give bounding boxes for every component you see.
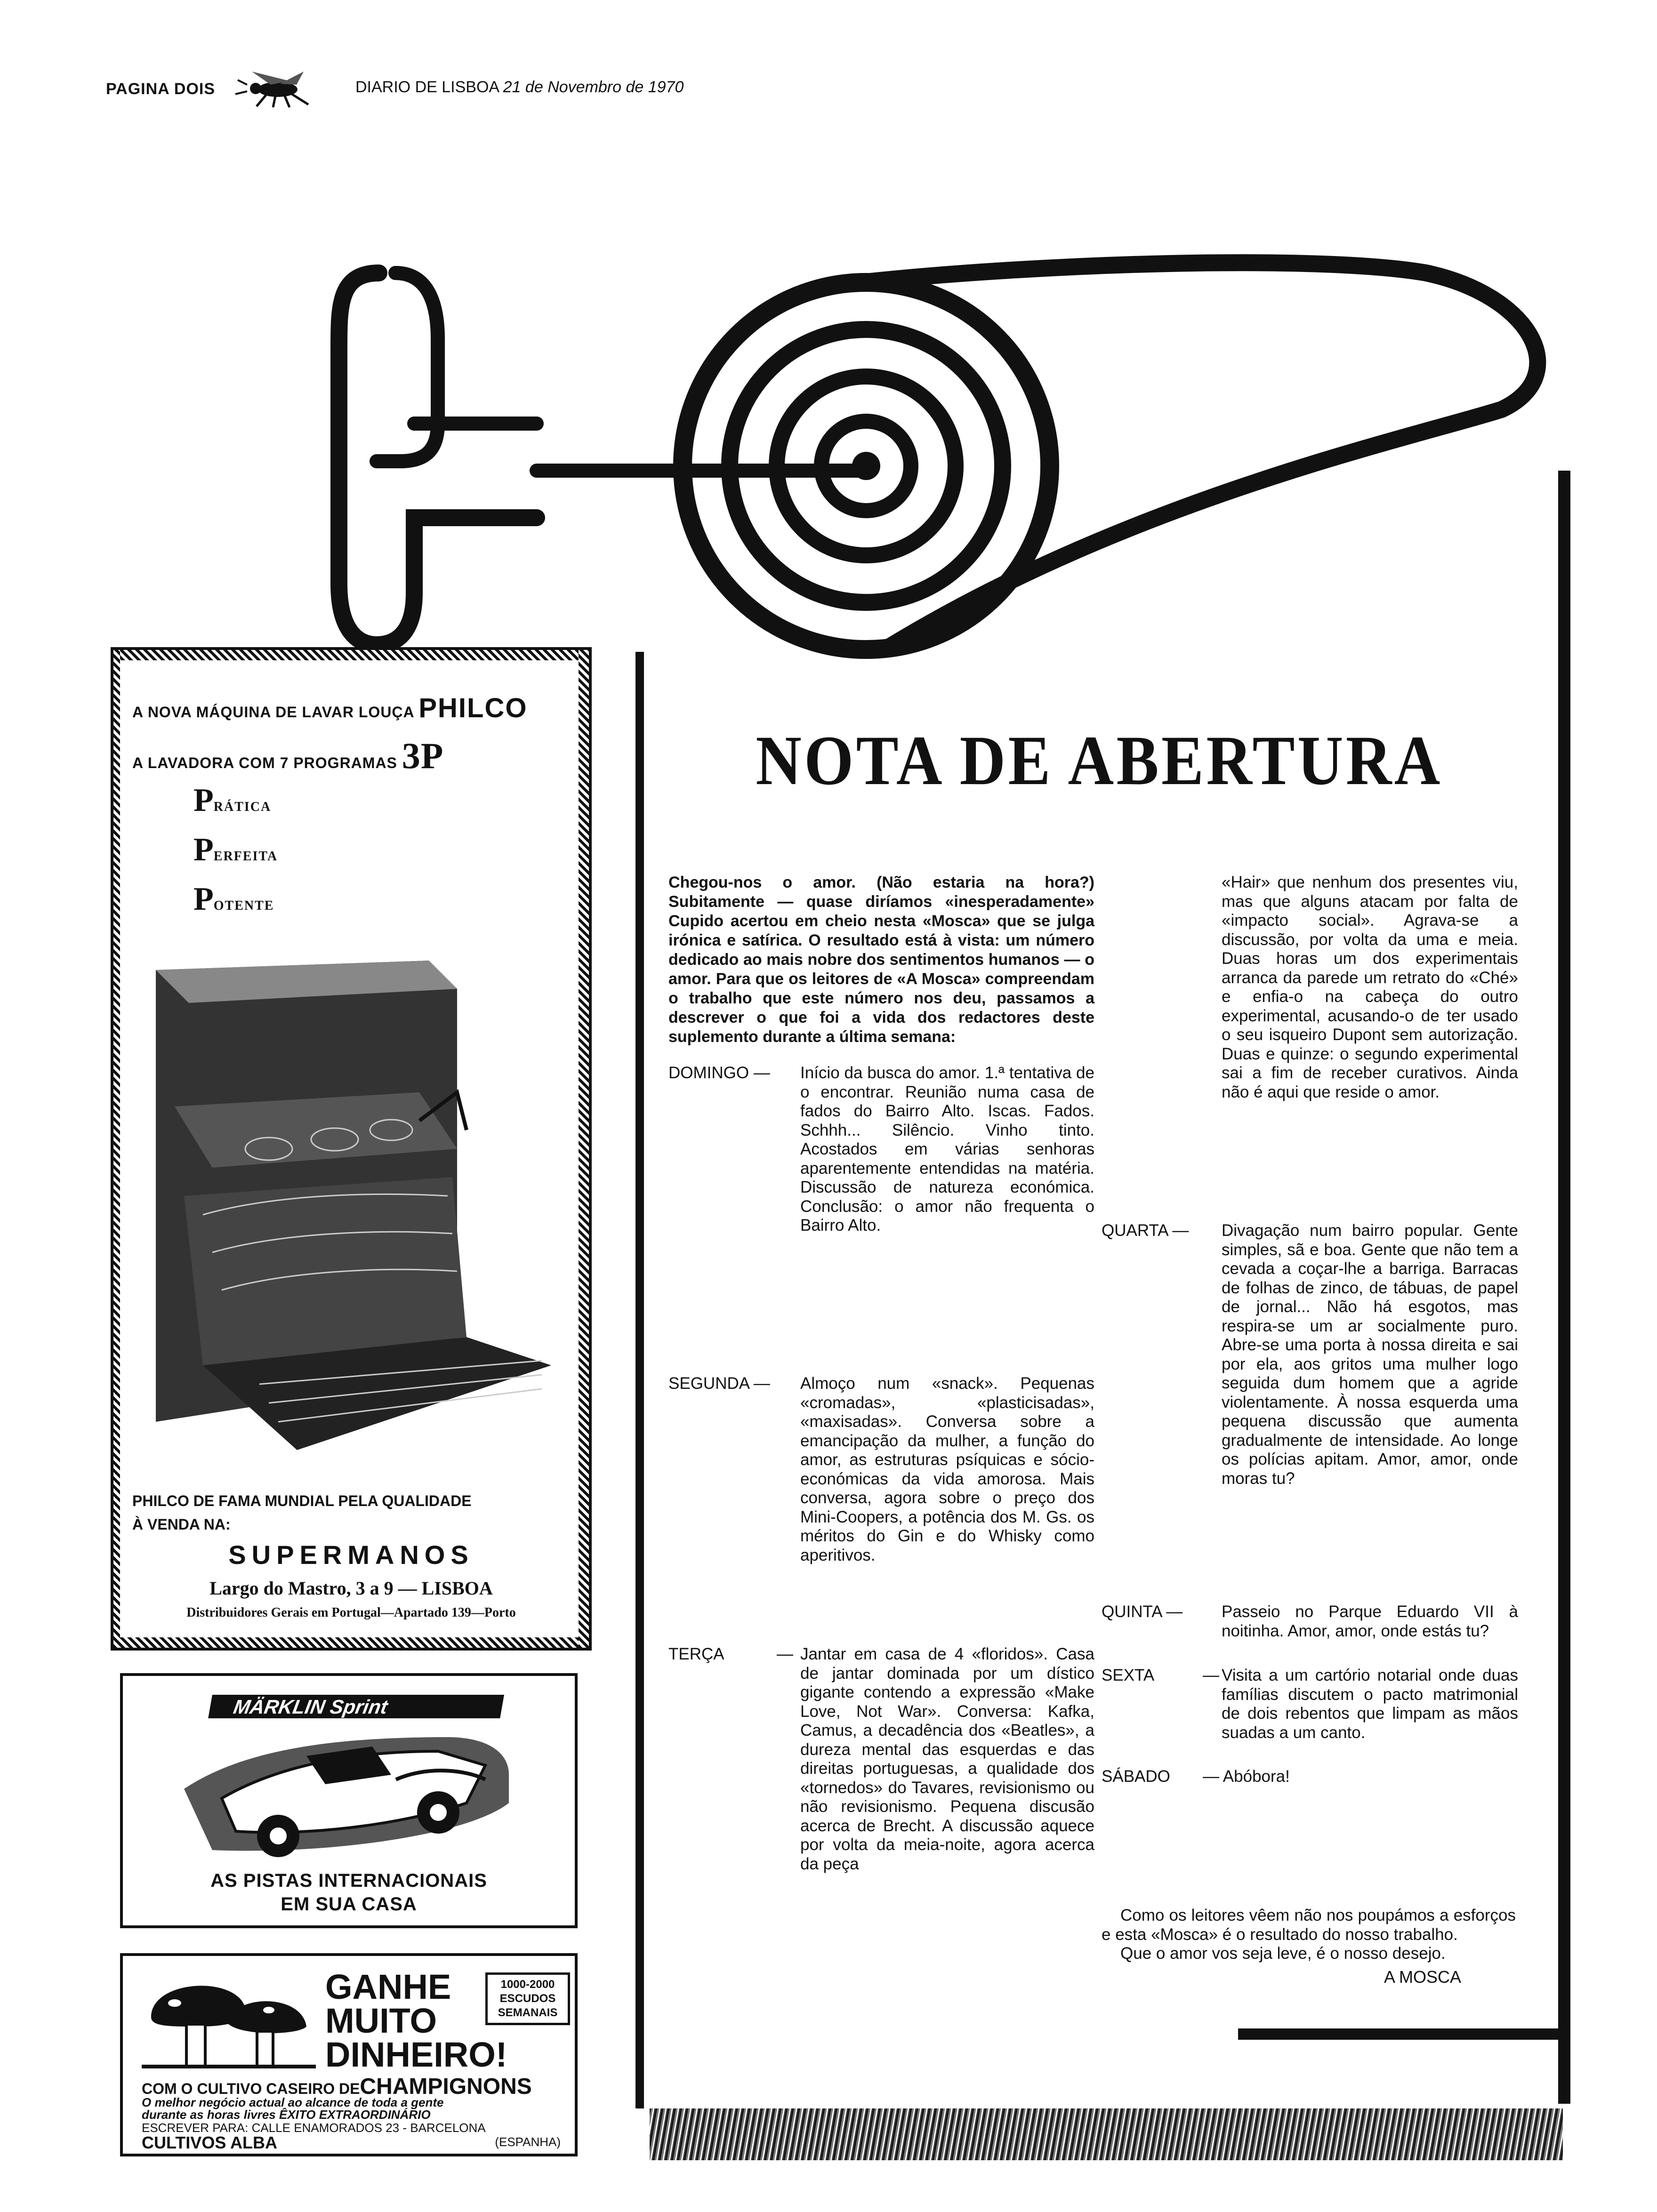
philco-brand: PHILCO [418,693,528,723]
ganhe-line1: GANHE [325,1967,451,2006]
bottom-texture-band [650,2108,1563,2160]
philco-subline [132,735,443,777]
philco-venda: À VENDA NA: [132,1516,231,1533]
checker-border-top [113,650,589,660]
article-signature: A MOSCA [1384,1967,1462,1987]
philco-store-address: Largo do Mastro, 3 a 9 — LISBOA [209,1578,493,1599]
checker-border-right [579,650,589,1648]
philco-model: 3P [402,735,444,776]
entry-segunda [668,1374,1094,1628]
marklin-logo: MÄRKLIN Sprint [232,1696,390,1718]
article-closing [1102,1906,1516,1964]
philco-headline [132,692,527,724]
cultivos-address: CALLE ENAMORADOS 23 - BARCELONA [251,2121,486,2135]
earnings-amount: 1000-2000 [500,1978,555,1991]
text-segunda: Almoço num «snack». Pequenas «cromadas», «plasticisadas», «maxisadas». Conversa sobre a emancipação da mulher, a função do amor, as estruturas psíquicas e sócio-económicas da vida amorosa. Mais conversa, agora sobre o preço dos Mini-Coopers, a potência dos M. Gs. os méritos do Gin e do Whisky como aperitivos. [800,1374,1094,1564]
issue-date: 21 de Novembro de 1970 [503,78,684,96]
closing-paragraph-1: Como os leitores vêem não nos poupámos a esforços e esta «Mosca» é o resultado do nosso trabalho. [1102,1906,1516,1944]
cupid-spiral-illustration [330,254,1577,678]
entry-quinta [1102,1603,1518,1664]
cultivos-line2b: durante as horas livres [142,2108,276,2122]
pratica-word [193,782,271,819]
entry-domingo [668,1064,1094,1299]
entry-sabado [1102,1767,1518,1791]
cultivos-line2 [142,2096,444,2121]
perfeita-initial: P [193,832,214,868]
marklin-caption-line1: AS PISTAS INTERNACIONAIS [210,1870,487,1891]
text-domingo: Início da busca do amor. 1.ª tentativa de o encontrar. Reunião numa casa de fados do Bairro Alto. Iscas. Fados. Schhh... Silêncio. Vinho tinto. Acostados em várias senhoras aparentemente entendidas na matéria. Discussão de natureza económica. Conclusão: o amor não frequenta o Bairro Alto. [800,1064,1094,1234]
entry-terca [668,1645,1094,1974]
entry-sexta [1102,1666,1518,1746]
potente-word [193,881,274,918]
cultivos-company: CULTIVOS ALBA [142,2133,277,2152]
dishwasher-photo [128,951,570,1478]
cultivos-line2c: ÊXITO EXTRAORDINÁRIO [279,2108,431,2122]
article-title: NOTA DE ABERTURA [756,721,1443,800]
potente-rest: OTENTE [213,898,274,913]
article-intro: Chegou-nos o amor. (Não estaria na hora?) Subitamente — quase diríamos «inesperadamente» Cupido acertou em cheio nesta «Mosca» que se julga irónica e satírica. O resultado está à vista: um número dedicado ao mais nobre dos sentimentos humanos — o amor. Para que os leitores de «A Mosca» compreendam o trabalho que este número nos deu, passamos a descrever o que foi a vida dos redactores deste suplemento durante a última semana: [668,874,1094,1046]
text-terca: Jantar em casa de 4 «floridos». Casa de jantar dominada por um dístico gigante contendo a expressão «Make Love, Not War». Conversa: Kafka, Camus, a decadência dos «Beatles», a dureza mental das esquerdas e das direitas portuguesas, a qualidade dos «tornedos» do Tavares, revisionismo ou não revisionismo. Pequena discusão acerca de Brecht. A discussão aquece por volta da meia-noite, agora acerca da peça [800,1645,1094,1873]
text-quarta: Divagação num bairro popular. Gente simples, sã e boa. Gente que não tem a cevada a coçar-lhe a barriga. Barracas de folhas de zinco, de tábuas, de papel de jornal... Não há esgotos, mas respira-se um ar socialmente puro. Abre-se uma porta à nossa direita e sai por ela, aos gritos uma mulher logo seguida dum homem que a agride violentamente. À nossa esquerda uma pequena discussão que aumenta gradualmente de intensidade. Ao longe os polícias apitam. Amor, amor, onde moras tu? [1222,1221,1518,1488]
cultivos-headline [325,1967,507,2074]
day-sabado: SÁBADO [1102,1767,1170,1786]
ganhe-line3: DINHEIRO! [325,2035,507,2074]
page-label: PAGINA DOIS [106,80,216,98]
cultivos-line2a: O melhor negócio actual ao alcance de toda a gente [142,2095,444,2109]
pratica-rest: RÁTICA [213,800,272,814]
philco-fame: PHILCO DE FAMA MUNDIAL PELA QUALIDADE [132,1492,472,1509]
perfeita-rest: ERFEITA [213,849,278,864]
fly-icon [233,71,322,108]
dash-sexta: — [1203,1666,1219,1684]
closing-paragraph-2: Que o amor vos seja leve, é o nosso desejo. [1120,1944,1446,1963]
dash-terca: — [777,1645,793,1663]
day-domingo: DOMINGO — [668,1064,770,1082]
earnings-period: SEMANAIS [498,2006,558,2019]
cultivos-line1-text: COM O CULTIVO CASEIRO DE [142,2080,360,2097]
philco-subline-text: A LAVADORA COM 7 PROGRAMAS [132,754,397,771]
earnings-unit: ESCUDOS [499,1992,556,2005]
champignons-word: CHAMPIGNONS [360,2074,532,2099]
day-sexta: SEXTA [1102,1666,1155,1684]
article-rule-left [635,652,644,2108]
article-rule-right [1558,471,1570,2104]
philco-ad [111,647,592,1651]
text-sexta: Visita a um cartório notarial onde duas famílias discutem o pacto matrimonial de dois rebentos que limpam as mãos suadas a um canto. [1222,1666,1518,1742]
day-quinta: QUINTA — [1102,1603,1183,1621]
perfeita-word [193,831,278,869]
article-rule-bottom [1238,2028,1558,2040]
checker-border-left [113,650,120,1648]
philco-headline-text: A NOVA MÁQUINA DE LAVAR LOUÇA [132,704,414,721]
mushroom-icon [142,1965,316,2069]
column2-continuation: «Hair» que nenhum dos presentes viu, mas que alguns atacam por falta de «impacto social». Agrava-se a discussão, por volta da uma e meia. Duas horas um dos experimentais arranca da parede um retrato do «Ché» e enfia-o na cabeça do outro experimental, acusando-o de ter usado o seu isqueiro Dupont sem autorização. Duas e quinze: o segundo experimental sai a fim de receber curativos. Ainda não é aqui que reside o amor. [1222,873,1518,1101]
newspaper-name: DIARIO DE LISBOA [355,78,499,96]
day-terca: TERÇA [668,1645,724,1663]
text-quinta: Passeio no Parque Eduardo VII à noitinha. Amor, amor, onde estás tu? [1222,1603,1518,1640]
text-sabado: — Abóbora! [1203,1767,1290,1786]
day-quarta: QUARTA — [1102,1221,1189,1240]
cultivos-write-to: ESCREVER PARA: [142,2121,249,2135]
day-segunda: SEGUNDA — [668,1374,770,1393]
philco-store-name: SUPERMANOS [228,1540,474,1570]
marklin-ad [120,1673,578,1928]
newspaper-dateline [355,78,684,96]
checker-border-bottom [113,1637,589,1648]
pratica-initial: P [193,782,214,818]
race-car-illustration [184,1695,514,1864]
marklin-caption-line2: EM SUA CASA [281,1894,417,1915]
philco-distributors: Distribuidores Gerais em Portugal—Apartado 139—Porto [186,1605,516,1620]
cultivos-ad [120,1953,578,2156]
marklin-caption [123,1869,575,1916]
cultivos-country: (ESPANHA) [495,2135,561,2149]
ganhe-line2: MUITO [325,2001,437,2040]
earnings-box [485,1972,570,2025]
entry-quarta [1102,1221,1518,1598]
potente-initial: P [193,881,214,917]
